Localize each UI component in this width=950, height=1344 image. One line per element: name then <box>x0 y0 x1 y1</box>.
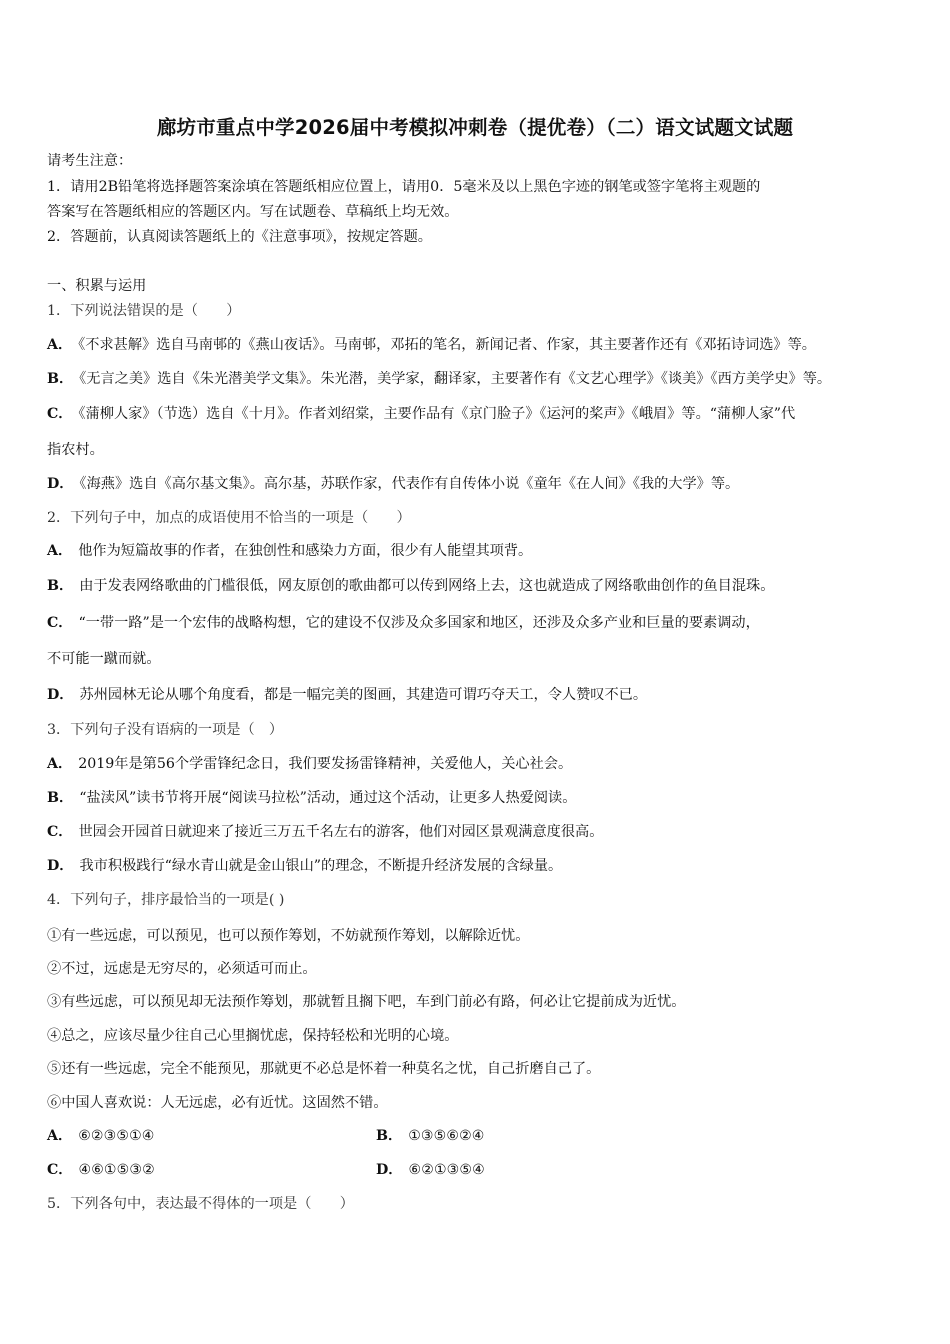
question-2-option-d <box>47 686 647 704</box>
question-4-stem: 4．下列句子，排序最恰当的一项是( ) <box>47 892 285 908</box>
question-3-option-b <box>47 789 576 807</box>
question-2-option-c <box>47 614 760 632</box>
question-2-stem: 2．下列句子中，加点的成语使用不恰当的一项是（ ） <box>47 510 411 526</box>
question-4-sentence-3: ③有些远虑，可以预见却无法预作筹划，那就暂且搁下吧，车到门前必有路，何必让它提前成为近忧。 <box>47 994 686 1010</box>
question-2-option-a <box>47 542 532 560</box>
option-text: 2019年是第56个学雷锋纪念日，我们要发扬雷锋精神，关爱他人，关心社会。 <box>78 756 573 772</box>
question-4-sentence-1: ①有一些远虑，可以预见，也可以预作筹划，不妨就预作筹划，以解除近忧。 <box>47 928 530 944</box>
exam-title: 廊坊市重点中学2026届中考模拟冲刺卷（提优卷）（二）语文试题文试题 <box>156 116 794 139</box>
option-text: 苏州园林无论从哪个角度看，都是一幅完美的图画，其建造可谓巧夺天工，令人赞叹不已。 <box>79 687 648 703</box>
notice-line-2: 答案写在答题纸相应的答题区内。写在试题卷、草稿纸上均无效。 <box>47 204 459 220</box>
question-1-option-b <box>47 370 831 388</box>
question-1-option-c <box>47 405 795 423</box>
option-label: C． <box>47 824 73 840</box>
question-2-option-b <box>47 577 774 595</box>
option-text: ①③⑤⑥②④ <box>408 1128 485 1144</box>
question-5-stem: 5．下列各句中，表达最不得体的一项是（ ） <box>47 1196 354 1212</box>
question-4-option-b <box>376 1127 485 1145</box>
question-1-option-c-continued: 指农村。 <box>47 442 104 458</box>
question-3-option-a <box>47 755 572 773</box>
question-1-option-d <box>47 475 739 493</box>
question-2-option-c-continued: 不可能一蹴而就。 <box>47 651 161 667</box>
option-label: B． <box>47 790 74 806</box>
question-4-option-c <box>47 1161 155 1179</box>
option-text: 《海燕》选自《高尔基文集》。高尔基，苏联作家，代表作有自传体小说《童年《在人间》《我的大学》等。 <box>79 476 740 492</box>
option-label: A． <box>47 1128 73 1144</box>
question-1-stem: 1．下列说法错误的是（ ） <box>47 303 241 319</box>
option-text: ⑥②③⑤①④ <box>78 1128 155 1144</box>
option-label: C． <box>47 615 73 631</box>
option-text: 我市积极践行“绿水青山就是金山银山”的理念，不断提升经济发展的含绿量。 <box>79 858 563 874</box>
option-label: D． <box>47 687 74 703</box>
option-label: C． <box>47 1162 73 1178</box>
notice-line-3: 2．答题前，认真阅读答题纸上的《注意事项》，按规定答题。 <box>47 229 432 245</box>
option-label: D． <box>376 1162 403 1178</box>
question-3-option-d <box>47 857 562 875</box>
question-4-option-d <box>376 1161 485 1179</box>
notice-heading: 请考生注意： <box>47 153 133 169</box>
question-3-option-c <box>47 823 603 841</box>
question-4-sentence-5: ⑤还有一些远虑，完全不能预见，那就更不必总是怀着一种莫名之忧，自己折磨自己了。 <box>47 1061 601 1077</box>
option-text: 《无言之美》选自《朱光潜美学文集》。朱光潜，美学家，翻译家，主要著作有《文艺心理学》《谈美》《西方美学史》等。 <box>79 371 832 387</box>
option-label: A． <box>47 543 73 559</box>
notice-line-1: 1．请用2B铅笔将选择题答案涂填在答题纸相应位置上，请用0．5毫米及以上黑色字迹的钢笔或签字笔将主观题的 <box>47 179 761 195</box>
option-text: 《蒲柳人家》（节选）选自《十月》。作者刘绍棠，主要作品有《京门脸子》《运河的桨声》《峨眉》等。“蒲柳人家”代 <box>78 406 796 422</box>
option-label: A． <box>47 756 73 772</box>
option-text: ④⑥①⑤③② <box>78 1162 155 1178</box>
option-text: 由于发表网络歌曲的门槛很低，网友原创的歌曲都可以传到网络上去，这也就造成了网络歌曲创作的鱼目混珠。 <box>79 578 775 594</box>
option-label: C． <box>47 406 73 422</box>
question-4-sentence-4: ④总之，应该尽量少往自己心里搁忧虑，保持轻松和光明的心境。 <box>47 1028 459 1044</box>
option-text: “一带一路”是一个宏伟的战略构想，它的建设不仅涉及众多国家和地区，还涉及众多产业和巨量的要素调动， <box>78 615 760 631</box>
section-heading: 一、积累与运用 <box>47 278 147 294</box>
option-label: A． <box>47 337 73 353</box>
option-text: 《不求甚解》选自马南邨的《燕山夜话》。马南邨，邓拓的笔名，新闻记者、作家，其主要著作还有《邓拓诗词选》等。 <box>78 337 816 353</box>
option-label: B． <box>47 371 74 387</box>
option-text: ⑥②①③⑤④ <box>408 1162 485 1178</box>
question-4-sentence-6: ⑥中国人喜欢说：人无远虑，必有近忧。这固然不错。 <box>47 1095 388 1111</box>
option-label: D． <box>47 476 74 492</box>
option-text: 世园会开园首日就迎来了接近三万五千名左右的游客，他们对园区景观满意度很高。 <box>78 824 604 840</box>
question-3-stem: 3．下列句子没有语病的一项是（ ） <box>47 722 284 738</box>
option-text: 他作为短篇故事的作者，在独创性和感染力方面，很少有人能望其项背。 <box>78 543 533 559</box>
option-label: B． <box>47 578 74 594</box>
option-text: “盐渎风”读书节将开展“阅读马拉松”活动，通过这个活动，让更多人热爱阅读。 <box>79 790 577 806</box>
option-label: D． <box>47 858 74 874</box>
question-4-sentence-2: ②不过，远虑是无穷尽的，必须适可而止。 <box>47 961 317 977</box>
question-1-option-a <box>47 336 816 354</box>
option-label: B． <box>376 1128 403 1144</box>
question-4-option-a <box>47 1127 155 1145</box>
